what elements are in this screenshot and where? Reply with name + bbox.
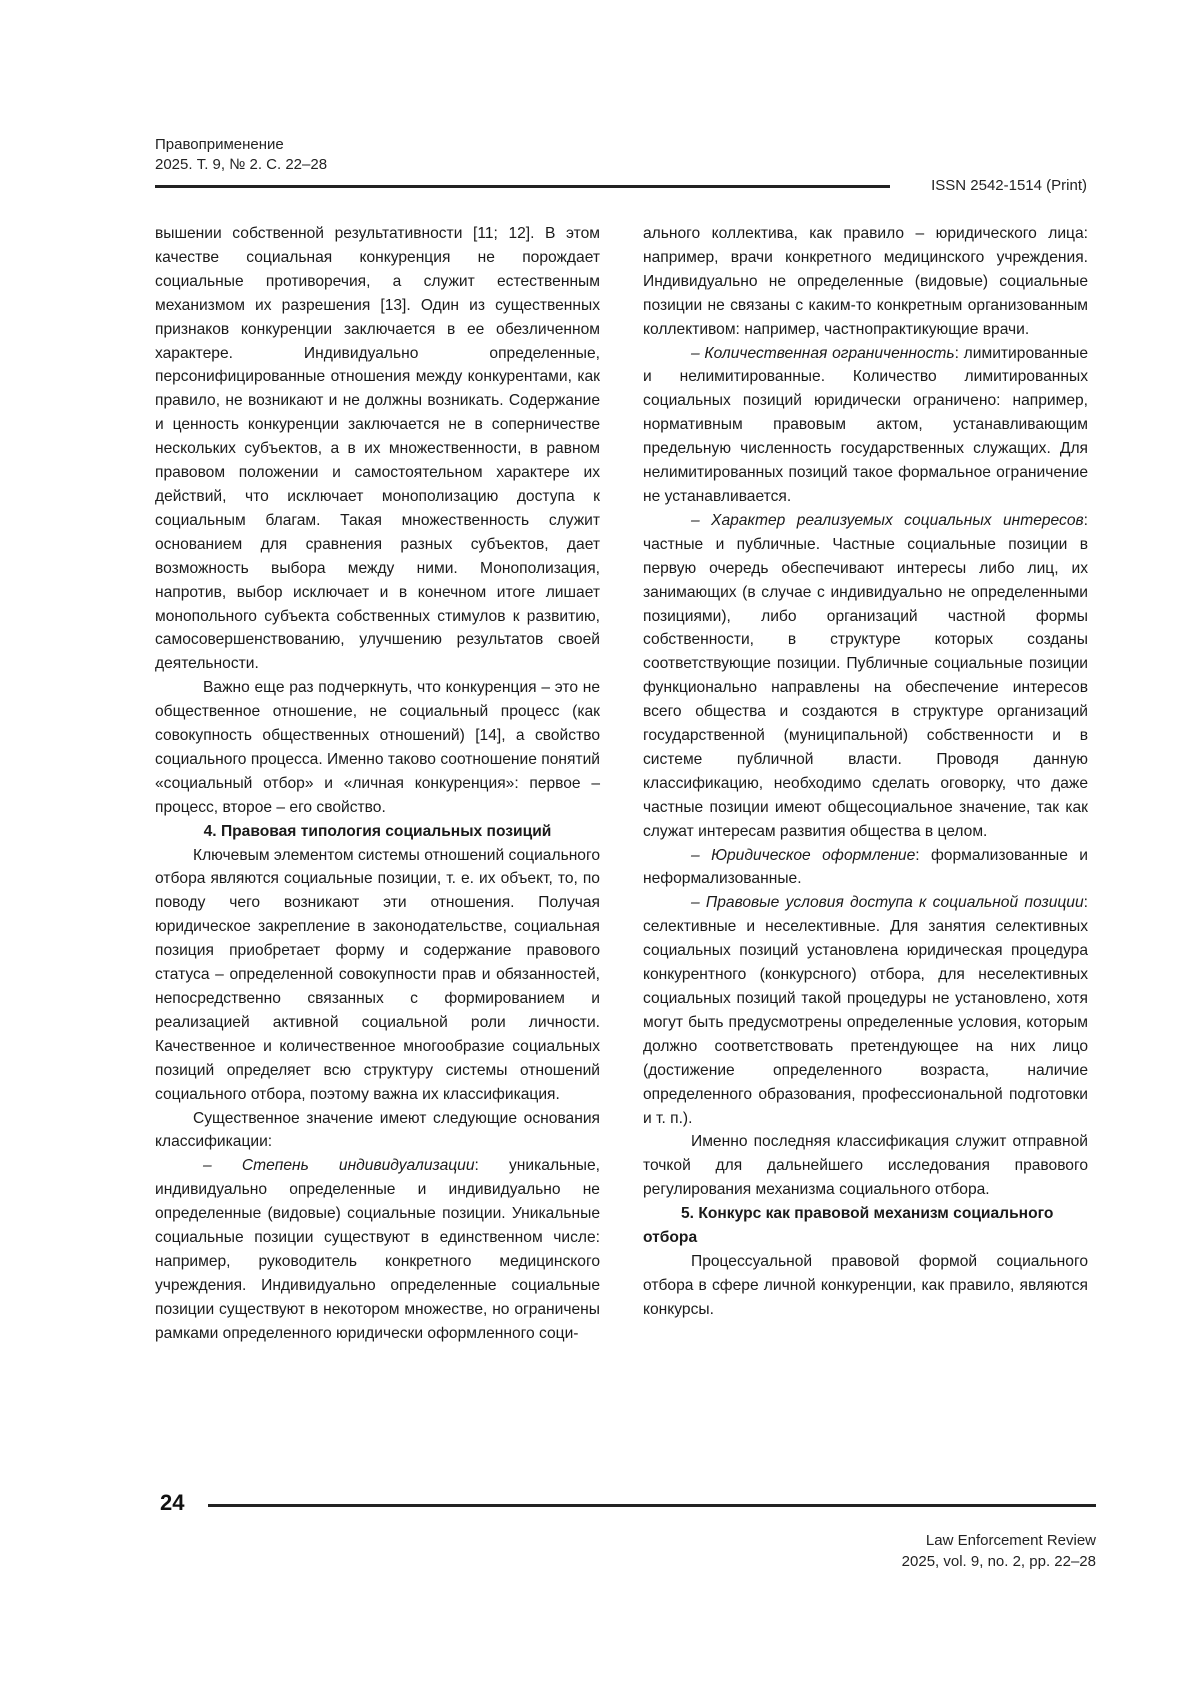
term-definition: : уникальные, индивидуально определенные и индивидуально не определенные (видовые) социальные позиции. Уникальные социальные позиции существуют в единственном числе: например, руководитель конкретного медицинского учреждения. Индивидуально определенные социальные позиции существуют в некотором множестве, но ограничены рамками определенного юридически оформленного соци- <box>155 1157 601 1342</box>
paragraph: ального коллектива, как правило – юридического лица: например, врачи конкретного медицинского учреждения. Индивидуально не определенные (видовые) социальные позиции не связаны с каким-то конкретным организованным коллективом: например, частнопрактикующие врачи. <box>643 225 1088 338</box>
term: – Правовые условия доступа к социальной позиции <box>691 894 1084 912</box>
term-definition: : формализованные и неформализованные. <box>643 846 1088 888</box>
paragraph: Важно еще раз подчеркнуть, что конкуренция – это не общественное отношение, не социальный процесс (как совокупность общественных отношений) [14], а свойство социального процесса. Именно таково соотношение понятий «социальный отбор» и «личная конкуренция»: первое – процесс, второе – его свойство. <box>155 679 600 816</box>
paragraph <box>643 509 1088 844</box>
section-heading: 4. Правовая типология социальных позиций <box>203 822 552 840</box>
section-heading: 5. Конкурс как правовой механизм социального отбора <box>643 1205 1054 1247</box>
footer-rule <box>208 1504 1096 1507</box>
paragraph: вышении собственной результативности [11; 12]. В этом качестве социальная конкуренция не порождает социальные противоречия, а служит естественным механизмом их разрешения [13]. Один из существенных признаков конкуренции заключается в ее обезличенном характере. Индивидуально определенные, персонифицированные отношения между конкурентами, как правило, не возникают и не должны возникать. Содержание и ценность конкуренции заключается не в соперничестве нескольких субъектов, а в их множественности, в равном правовом положении и самостоятельном характере их действий, что исключает монополизацию доступа к социальным благам. Такая множественность служит основанием для сравнения разных субъектов, дает возможность выбора между ними. Монополизация, напротив, выбор исключает и в конечном итоге лишает монопольного субъекта собственных стимулов к развитию, самосовершенствованию, улучшению результатов своей деятельности. <box>155 225 600 673</box>
paragraph: Существенное значение имеют следующие основания классификации: <box>155 1109 600 1151</box>
page-number: 24 <box>160 1490 185 1515</box>
running-header <box>155 135 327 175</box>
term-definition: : частные и публичные. Частные социальные позиции в первую очередь обеспечивают интересы либо лиц, их занимающих (в случае с индивидуально не определенными позициями), либо организаций частной формы собственности, в структуре которых созданы соответствующие позиции. Публичные социальные позиции функционально направлены на обеспечение интересов всего общества и создаются в структуре организаций государственной (муниципальной) собственности и в системе публичной власти. Проводя данную классификацию, необходимо сделать оговорку, что даже частные позиции имеют общесоциальное значение, так как служат интересам развития общества в целом. <box>643 511 1088 840</box>
citation-en: 2025, vol. 9, no. 2, pp. 22–28 <box>901 1553 1096 1570</box>
paragraph: Ключевым элементом системы отношений социального отбора являются социальные позиции, т. е. их объект, то, по поводу чего возникают эти отношения. Получая юридическое закрепление в законодательстве, социальная позиция приобретает форму и содержание правового статуса – определенной совокупности прав и обязанностей, непосредственно связанных с формированием и реализацией активной социальной роли личности. Качественное и количественное многообразие социальных позиций определяет всю структуру системы отношений социального отбора, поэтому важна их классификация. <box>155 846 600 1103</box>
paragraph: Именно последняя классификация служит отправной точкой для дальнейшего исследования правового регулирования механизма социального отбора. <box>643 1133 1088 1199</box>
paragraph <box>155 1154 600 1345</box>
term: – Характер реализуемых социальных интересов <box>691 511 1084 529</box>
journal-title-ru: Правоприменение <box>155 136 284 153</box>
left-column <box>155 222 600 1346</box>
running-footer <box>902 1530 1096 1572</box>
journal-title-en: Law Enforcement Review <box>925 1532 1096 1549</box>
term: – Юридическое оформление <box>691 846 916 864</box>
paragraph <box>643 342 1088 509</box>
term: – Степень индивидуализации <box>203 1157 475 1175</box>
issn: ISSN 2542-1514 (Print) <box>931 177 1087 194</box>
paragraph: Процессуальной правовой формой социального отбора в сфере личной конкуренции, как правило, являются конкурсы. <box>643 1252 1088 1318</box>
term-definition: : лимитированные и нелимитированные. Количество лимитированных социальных позиций юридически ограничено: например, нормативным правовым актом, устанавливающим предельную численность государственных служащих. Для нелимитированных позиций такое формальное ограничение не устанавливается. <box>643 344 1088 505</box>
header-rule <box>155 185 890 188</box>
term-definition: : селективные и неселективные. Для занятия селективных социальных позиций установлена юридическая процедура конкурентного (конкурсного) отбора, для неселективных социальных позиций такой процедуры не установлено, хотя могут быть предусмотрены определенные условия, которым должно соответствовать претендующее на них лицо (достижение определенного возраста, наличие определенного образования, профессиональной подготовки и т. п.). <box>643 894 1088 1127</box>
term: – Количественная ограниченность <box>691 344 955 362</box>
citation-ru: 2025. Т. 9, № 2. С. 22–28 <box>155 156 328 173</box>
right-column <box>643 222 1088 1322</box>
paragraph <box>643 844 1088 892</box>
paragraph <box>643 891 1088 1130</box>
